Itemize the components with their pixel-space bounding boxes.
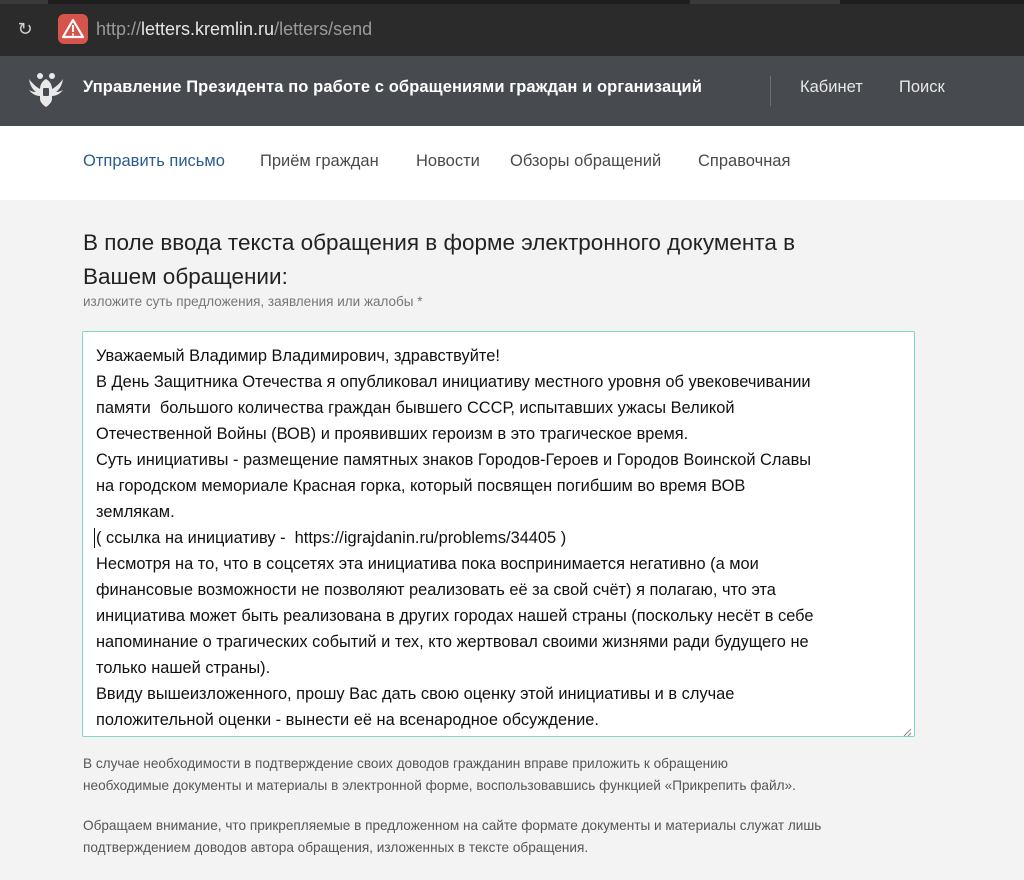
nav-reception[interactable]: Приём граждан [260,152,379,170]
tab[interactable] [690,0,840,4]
warning-icon[interactable] [58,14,88,44]
textarea-line-cursor [96,525,902,551]
url-scheme: http:// [96,19,142,39]
main-nav [0,126,1024,200]
tab[interactable] [0,0,48,4]
reload-icon[interactable]: ↻ [17,19,33,39]
textarea-line: Суть инициативы - размещение памятных знаков Городов-Героев и Городов Воинской Славы [96,451,812,469]
form-heading [83,226,903,294]
textarea-line: инициатива может быть реализована в других городах нашей страны (поскольку несёт в себе [96,607,814,625]
resize-handle-icon[interactable] [902,724,912,734]
url-path: /letters/send [274,19,373,39]
appeal-textarea[interactable] [82,331,915,737]
double-headed-eagle-icon[interactable] [26,69,66,111]
textarea-line: Отечественной Войны (ВОВ) и проявивших героизм в это трагическое время. [96,425,689,443]
textarea-line: финансовые возможности не позволяют реализовать её за свой счёт) я полагаю, что эта [96,581,776,599]
textarea-line: напоминание о трагических событий и тех, кто жертвовал своими жизнями ради будущего не [96,633,809,651]
textarea-line: В День Защитника Отечества я опубликовал инициативу местного уровня об увековечивании [96,373,811,391]
attachment-note [83,753,933,797]
textarea-line: положительной оценки - вынести её на всенародное обсуждение. [96,711,599,729]
site-header [0,56,1024,126]
nav-reference[interactable]: Справочная [698,152,791,170]
field-label: изложите суть предложения, заявления или жалобы * [83,294,423,309]
note-line: подтверждением доводов автора обращения, изложенных в тексте обращения. [83,840,589,855]
form-heading-line2: Вашем обращении: [83,264,288,289]
header-divider [770,76,771,106]
textarea-line: Ввиду вышеизложенного, прошу Вас дать свою оценку этой инициативы и в случае [96,685,735,703]
textarea-line-text: ( ссылка на инициативу - https://igrajdanin.ru/problems/34405 ) [96,529,567,547]
nav-send-letter[interactable]: Отправить письмо [83,152,225,170]
nav-reviews[interactable]: Обзоры обращений [510,152,662,170]
text-cursor [94,528,95,548]
cabinet-link[interactable]: Кабинет [800,78,863,96]
textarea-line: Уважаемый Владимир Владимирович, здравствуйте! [96,347,500,365]
textarea-line: Несмотря на то, что в соцсетях эта инициатива пока воспринимается негативно (а мои [96,555,759,573]
note-line: необходимые документы и материалы в электронной форме, воспользовавшись функцией «Прикрепить файл». [83,778,796,793]
url-host: letters.kremlin.ru [141,19,275,39]
form-heading-line1: В поле ввода текста обращения в форме электронного документа в [83,230,796,255]
textarea-line: на городском мемориале Красная горка, который посвящен погибшим во время ВОВ [96,477,746,495]
tab-strip [0,0,1024,4]
address-bar[interactable] [96,16,372,42]
textarea-line: только нашей страны). [96,659,271,677]
nav-news[interactable]: Новости [416,152,480,170]
textarea-line: памяти большого количества граждан бывшего СССР, испытавших ужасы Великой [96,399,735,417]
search-link[interactable]: Поиск [899,78,945,96]
browser-toolbar [0,0,1024,56]
note-line: В случае необходимости в подтверждение своих доводов гражданин вправе приложить к обращению [83,756,728,771]
note-line: Обращаем внимание, что прикрепляемые в предложенном на сайте формате документы и материалы служат лишь [83,818,822,833]
format-note [83,815,933,859]
site-title[interactable]: Управление Президента по работе с обращениями граждан и организаций [83,78,703,96]
textarea-line: землякам. [96,503,175,521]
